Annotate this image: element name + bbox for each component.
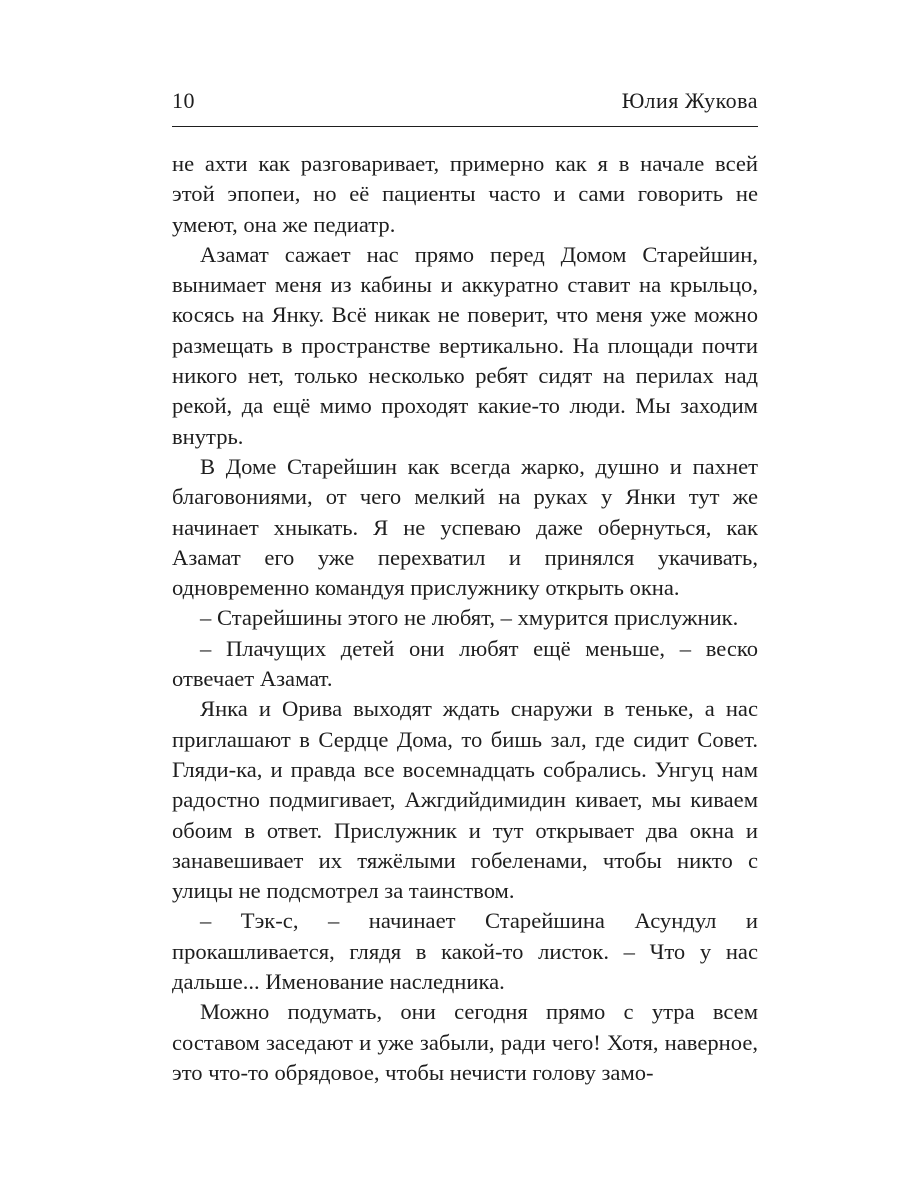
paragraph: В Доме Старейшин как всегда жарко, душно и пахнет благовониями, от чего мелкий на руках у Янки тут же начинает хныкать. Я не успеваю даже обернуться, как Азамат его уже перехватил и принялся укачивать, одновременно командуя прислужнику открыть окна.: [172, 453, 758, 601]
page-number: 10: [172, 88, 195, 113]
paragraph: не ахти как разговаривает, примерно как я в начале всей этой эпопеи, но её пациенты часто и сами говорить не умеют, она же педиатр.: [172, 151, 758, 237]
paragraph: Можно подумать, они сегодня прямо с утра всем составом заседают и уже забыли, ради чего! Хотя, наверное, это что-то обрядовое, чтобы нечисти голову замо-: [172, 999, 758, 1085]
paragraph: Азамат сажает нас прямо перед Домом Старейшин, вынимает меня из кабины и аккуратно ставит на крыльцо, косясь на Янку. Всё никак не поверит, что меня уже можно размещать в пространстве вертикально. На площади почти никого нет, только несколько ребят сидят на перилах над рекой, да ещё мимо проходят какие-то люди. Мы заходим внутрь.: [172, 241, 758, 449]
author-name: Юлия Жукова: [621, 88, 758, 113]
body-text: [172, 149, 758, 1088]
dialogue-line: – Плачущих детей они любят ещё меньше, – веско отвечает Азамат.: [172, 635, 758, 692]
paragraph: Янка и Орива выходят ждать снаружи в теньке, а нас приглашают в Сердце Дома, то бишь зал, где сидит Совет. Гляди-ка, и правда все восемнадцать собрались. Унгуц нам радостно подмигивает, Ажгдийдимидин кивает, мы киваем обоим в ответ. Прислужник и тут открывает два окна и занавешивает их тяжёлыми гобеленами, чтобы никто с улицы не подсмотрел за таинством.: [172, 696, 758, 904]
dialogue-line: – Старейшины этого не любят, – хмурится прислужник.: [200, 605, 739, 631]
running-header: [172, 88, 758, 122]
header-rule: [172, 126, 758, 127]
dialogue-line: – Тэк-с, – начинает Старейшина Асундул и прокашливается, глядя в какой-то листок. – Что у нас дальше... Именование наследника.: [172, 908, 758, 995]
book-page: [172, 88, 758, 1088]
